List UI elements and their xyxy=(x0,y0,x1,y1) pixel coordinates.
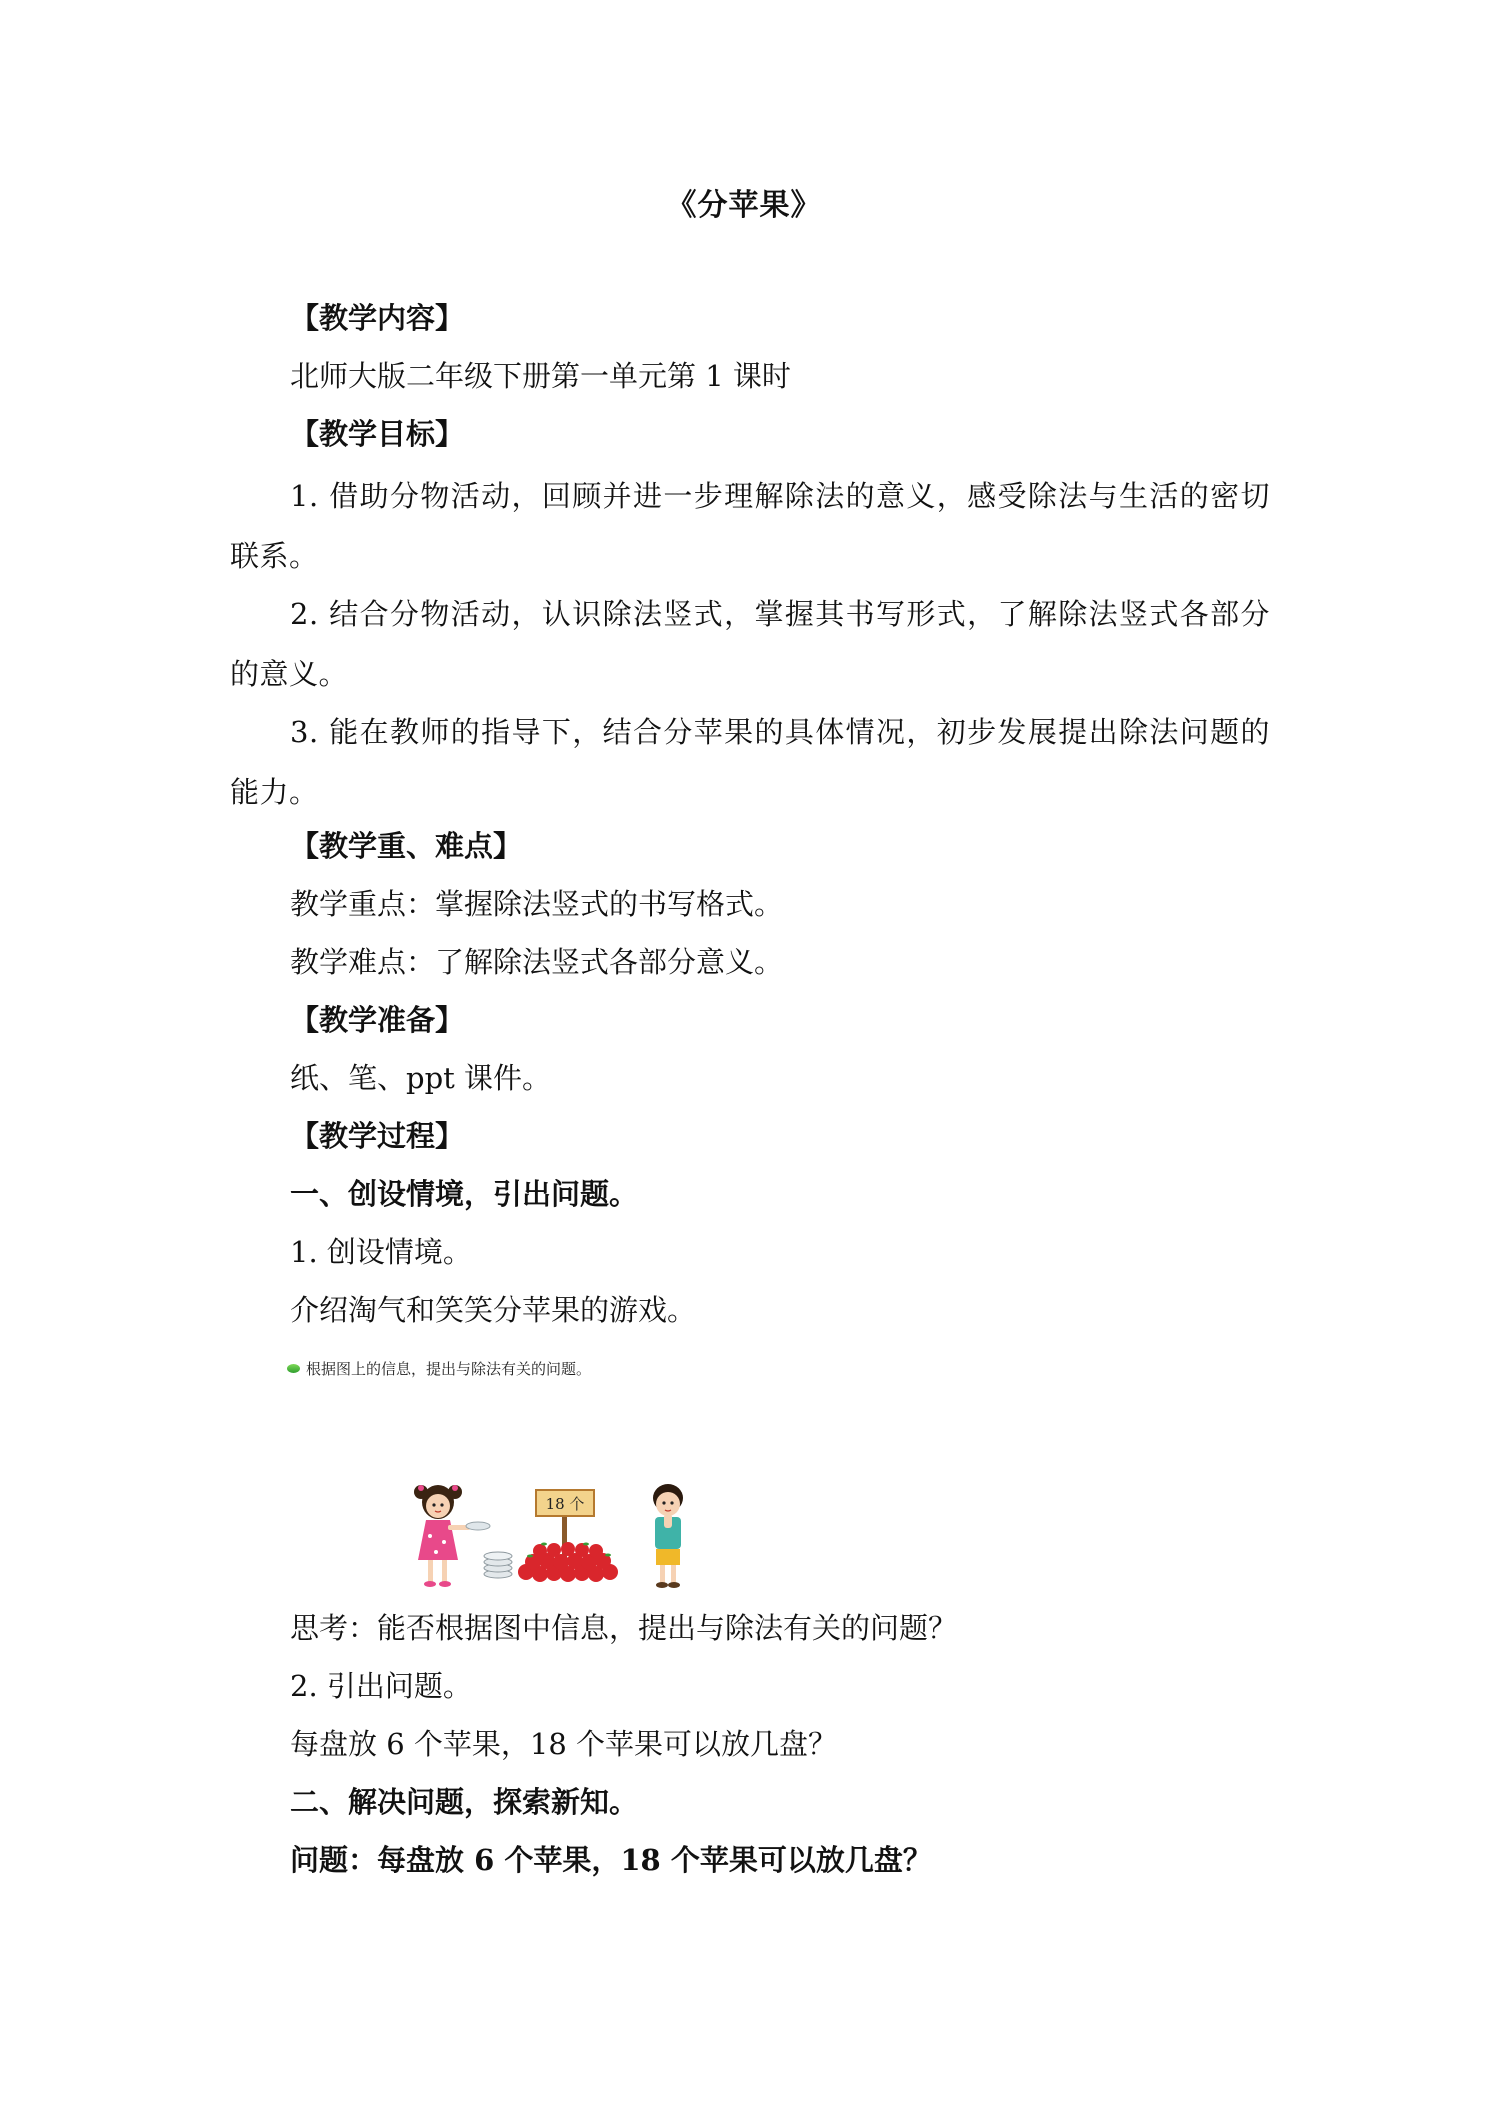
step-2-label: 2. 引出问题。 xyxy=(290,1669,472,1703)
question-text: 问题：每盘放 6 个苹果，18 个苹果可以放几盘？ xyxy=(290,1843,932,1877)
part-2-heading: 二、解决问题，探索新知。 xyxy=(290,1785,639,1819)
goal-2: 2. 结合分物活动，认识除法竖式，掌握其书写形式，了解除法竖式各部分的意义。 xyxy=(230,597,1270,691)
goal-3: 3. 能在教师的指导下，结合分苹果的具体情况，初步发展提出除法问题的能力。 xyxy=(230,715,1270,809)
preparation-text: 纸、笔、ppt 课件。 xyxy=(290,1061,552,1095)
step-2-text: 每盘放 6 个苹果，18 个苹果可以放几盘？ xyxy=(290,1727,838,1761)
key-point-text: 教学重点：掌握除法竖式的书写格式。 xyxy=(290,887,784,921)
sign-label: 18 个 xyxy=(545,1495,585,1513)
girl-figure xyxy=(414,1485,490,1587)
figure-caption-text: 根据图上的信息，提出与除法有关的问题。 xyxy=(306,1360,592,1378)
difficult-point-text: 教学难点：了解除法竖式各部分意义。 xyxy=(290,945,784,979)
apple-pile xyxy=(518,1542,618,1582)
section-heading-preparation: 【教学准备】 xyxy=(290,1003,465,1037)
green-bullet-icon xyxy=(287,1364,300,1373)
content-text: 北师大版二年级下册第一单元第 1 课时 xyxy=(290,359,791,393)
apple-sharing-illustration xyxy=(400,1470,720,1600)
step-1-text: 介绍淘气和笑笑分苹果的游戏。 xyxy=(290,1293,697,1327)
part-1-heading: 一、创设情境，引出问题。 xyxy=(290,1177,639,1211)
boy-figure xyxy=(653,1484,683,1588)
plate-stack xyxy=(484,1552,512,1578)
section-heading-process: 【教学过程】 xyxy=(290,1119,465,1153)
think-text: 思考：能否根据图中信息，提出与除法有关的问题？ xyxy=(290,1611,958,1645)
goal-1: 1. 借助分物活动，回顾并进一步理解除法的意义，感受除法与生活的密切联系。 xyxy=(230,479,1270,573)
step-1-label: 1. 创设情境。 xyxy=(290,1235,472,1269)
section-heading-content: 【教学内容】 xyxy=(290,301,465,335)
section-heading-key-points: 【教学重、难点】 xyxy=(290,829,523,863)
page-title: 《分苹果》 xyxy=(666,188,822,223)
section-heading-goals: 【教学目标】 xyxy=(290,417,465,451)
figure-caption xyxy=(287,1358,591,1379)
